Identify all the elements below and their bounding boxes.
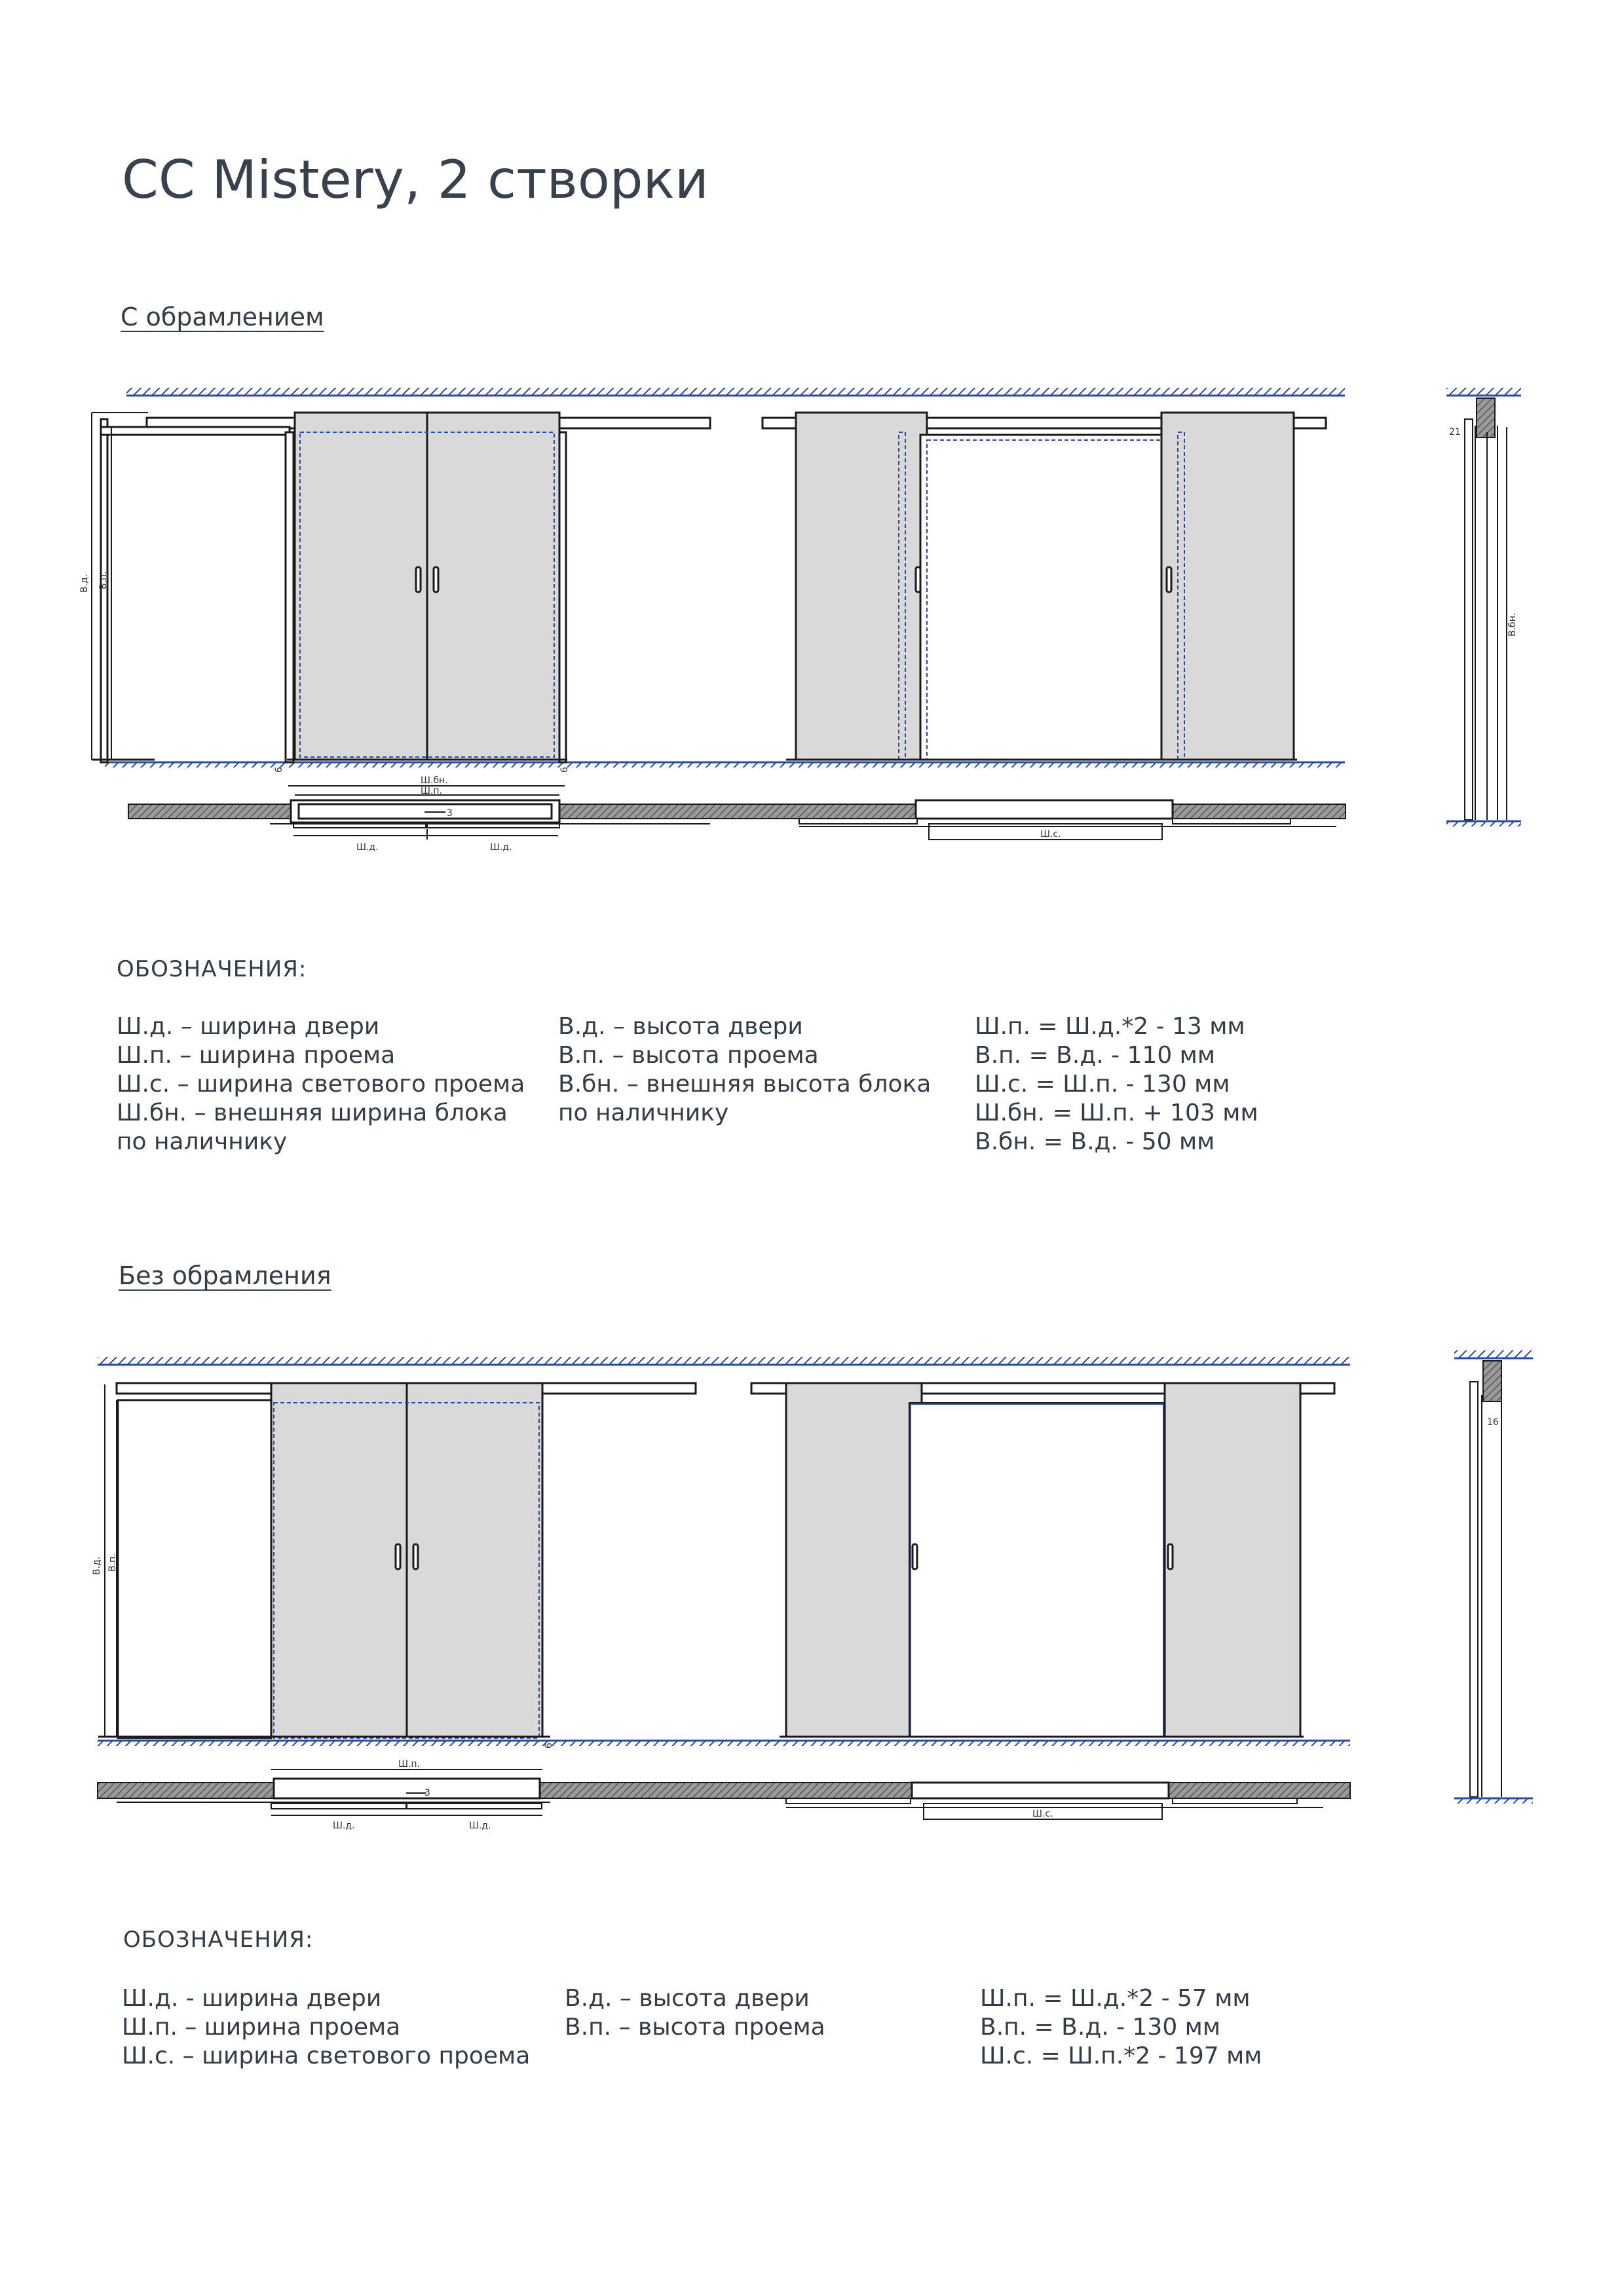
- legend-item: Ш.п. – ширина проема: [122, 2014, 401, 2041]
- section-heading-framed: С обрамлением: [121, 303, 324, 331]
- legend-item: Ш.с. – ширина светового проема: [117, 1071, 525, 1098]
- ceiling-hatch: [126, 388, 1345, 396]
- legend-col-heights: [565, 1984, 825, 2042]
- handle-icon: [434, 567, 438, 592]
- dim-label-six: 6: [544, 1743, 554, 1749]
- legend-formula: Ш.п. = Ш.д.*2 - 57 мм: [980, 1985, 1251, 2012]
- dim-label-sc: Ш.с.: [1040, 829, 1061, 840]
- page-title: CC Mistery, 2 створки: [122, 149, 709, 210]
- dim-label-vd: В.д.: [92, 1556, 102, 1575]
- dim-label-vbn: В.бн.: [1507, 612, 1518, 637]
- door-leaf-right: [427, 413, 559, 760]
- door-leaf-open-right: [1165, 1383, 1300, 1737]
- dim-label-sp: Ш.п.: [398, 1759, 421, 1769]
- dim-label-sc: Ш.с.: [1032, 1809, 1053, 1819]
- section-heading-unframed: Без обрамления: [119, 1261, 331, 1290]
- legend-item: В.д. – высота двери: [565, 1985, 810, 2012]
- legend-formula: Ш.с. = Ш.п.*2 - 197 мм: [980, 2043, 1262, 2069]
- handle-icon: [413, 1544, 418, 1569]
- dim-label-sbn: Ш.бн.: [421, 775, 448, 786]
- door-leaf-open-left: [786, 1383, 922, 1737]
- legend-col-formulas: [980, 1984, 1262, 2071]
- dim-label-21: 21: [1449, 427, 1461, 437]
- legend-item: В.д. – высота двери: [558, 1013, 803, 1040]
- legend-item: В.п. – высота проема: [565, 2014, 825, 2041]
- dim-label-vp: В.п.: [107, 1553, 118, 1572]
- dim-label-three: 3: [424, 1788, 430, 1798]
- door-leaf-open-right: [1161, 413, 1294, 760]
- dim-label-sd: Ш.д.: [469, 1821, 491, 1831]
- legend-item: Ш.бн. – внешняя ширина блока: [117, 1100, 508, 1126]
- handle-icon: [1167, 567, 1171, 592]
- legend-formula: Ш.п. = Ш.д.*2 - 13 мм: [975, 1013, 1245, 1040]
- framed-side-view: [1446, 388, 1521, 826]
- dim-label-sd: Ш.д.: [490, 842, 512, 853]
- legend-formula: В.бн. = В.д. - 50 мм: [975, 1128, 1215, 1155]
- unframed-front-view: [98, 1357, 1350, 1746]
- dim-label-three: 3: [447, 808, 453, 819]
- door-leaf-left: [271, 1383, 407, 1737]
- legend-formula: Ш.с. = Ш.п. - 130 мм: [975, 1071, 1230, 1098]
- legend-item: по наличнику: [117, 1128, 288, 1155]
- legend-item: Ш.п. – ширина проема: [117, 1042, 396, 1069]
- handle-icon: [1168, 1544, 1173, 1569]
- legend-formula: В.п. = В.д. - 130 мм: [980, 2014, 1220, 2041]
- dim-label-six: 6: [274, 767, 284, 773]
- legend-col-formulas: [975, 1012, 1258, 1157]
- legend-formula: Ш.бн. = Ш.п. + 103 мм: [975, 1100, 1258, 1126]
- legend-heading-framed: ОБОЗНАЧЕНИЯ:: [117, 956, 307, 982]
- framed-plan-view: [128, 786, 1346, 840]
- legend-item: В.бн. – внешняя высота блока: [558, 1071, 932, 1098]
- legend-item: Ш.д. – ширина двери: [117, 1013, 380, 1040]
- door-leaf-open-left: [796, 413, 927, 760]
- dim-label-sd: Ш.д.: [333, 1821, 355, 1831]
- legend-item: Ш.д. - ширина двери: [122, 1985, 382, 2012]
- legend-heading-unframed: ОБОЗНАЧЕНИЯ:: [123, 1927, 314, 1953]
- framed-front-view: [92, 388, 1345, 768]
- legend-col-heights: [558, 1012, 931, 1128]
- dim-label-16: 16: [1487, 1417, 1499, 1428]
- dim-label-six: 6: [559, 767, 570, 773]
- dim-label-vd: В.д.: [79, 574, 90, 593]
- legend-item: по наличнику: [558, 1100, 729, 1126]
- dim-label-vp: В.п.: [98, 571, 109, 589]
- door-leaf-right: [407, 1383, 542, 1737]
- legend-item: Ш.с. – ширина светового проема: [122, 2043, 531, 2069]
- handle-icon: [416, 567, 421, 592]
- legend-formula: В.п. = В.д. - 110 мм: [975, 1042, 1215, 1069]
- dim-label-sd: Ш.д.: [356, 842, 379, 853]
- legend-col-widths: [122, 1984, 530, 2071]
- legend-col-widths: [117, 1012, 525, 1157]
- door-leaf-left: [295, 413, 427, 760]
- legend-item: В.п. – высота проема: [558, 1042, 819, 1069]
- handle-icon: [913, 1544, 917, 1569]
- dim-label-sp: Ш.п.: [421, 786, 443, 796]
- handle-icon: [916, 567, 920, 592]
- unframed-plan-view: [98, 1769, 1350, 1819]
- handle-icon: [396, 1544, 400, 1569]
